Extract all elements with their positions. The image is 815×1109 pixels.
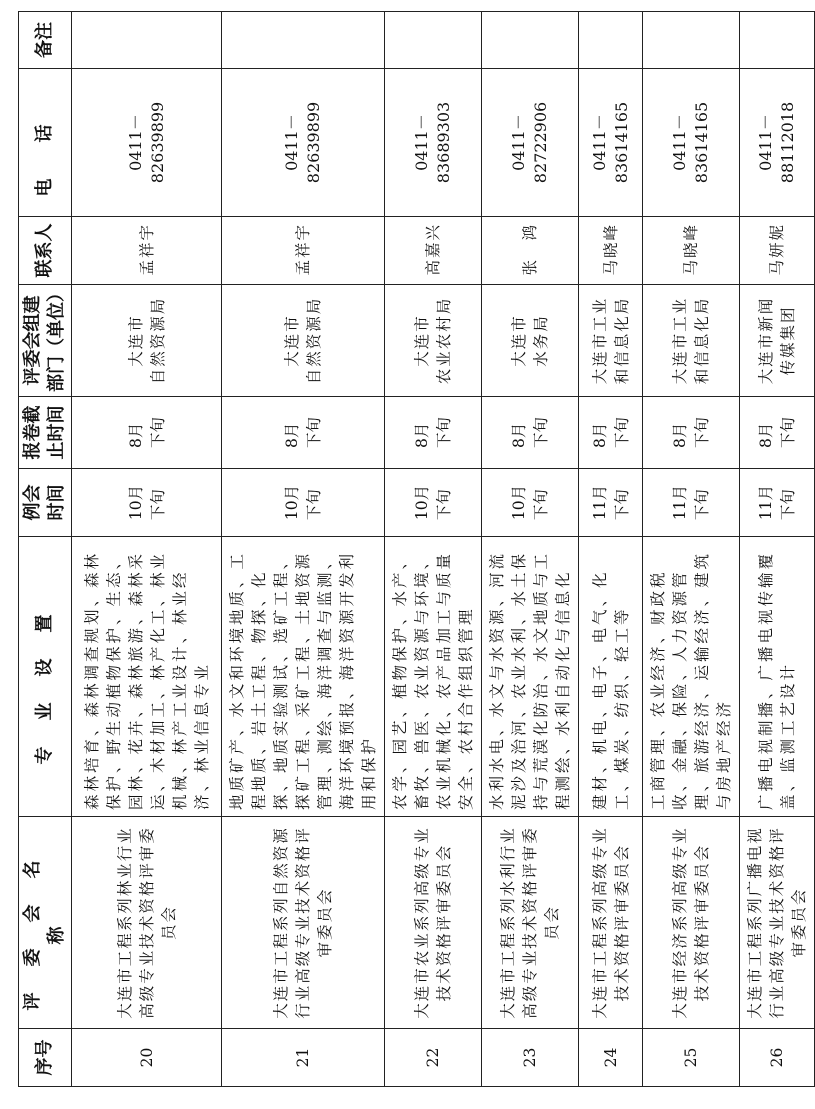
row-contact: 张 鸿 (482, 217, 579, 285)
row-seq: 24 (579, 1029, 643, 1087)
row-contact: 马妍妮 (740, 217, 815, 285)
row-seq: 22 (385, 1029, 482, 1087)
row-specialties: 地质矿产、水文和环境地质、工程地质、岩土工程、物探、化探、地质实验测试、选矿工程、探矿工程、采矿工程、土地资源管理、测绘、海洋调查与监测、海洋环境预报、海洋资源开发利用和保护 (222, 537, 385, 817)
header-committee-name: 评委会名称 (19, 817, 72, 1029)
header-specialties: 专业设置 (19, 537, 72, 817)
row-meeting-time: 10月 下旬 (72, 469, 222, 537)
row-remarks (740, 12, 815, 69)
header-phone: 电话 (19, 69, 72, 217)
row-deadline: 8月 下旬 (643, 397, 740, 469)
row-specialties: 水利水电、水文与水资源、河流泥沙及治河、农业水利、水土保持与荒漠化防治、水文地质与工程测绘、水利自动化与信息化 (482, 537, 579, 817)
header-row (19, 12, 72, 1087)
row-committee-name: 大连市工程系列自然资源行业高级专业技术资格评审委员会 (222, 817, 385, 1029)
row-organizing-dept: 大连市工业 和信息化局 (643, 285, 740, 397)
row-contact: 孟祥宇 (222, 217, 385, 285)
row-meeting-time: 11月 下旬 (740, 469, 815, 537)
row-remarks (72, 12, 222, 69)
row-specialties: 工商管理、农业经济、财政税收、金融、保险、人力资源管理、旅游经济、运输经济、建筑与房地产经济 (643, 537, 740, 817)
row-organizing-dept: 大连市 自然资源局 (222, 285, 385, 397)
row-committee-name: 大连市工程系列水利行业高级专业技术资格评审委员会 (482, 817, 579, 1029)
row-deadline: 8月 下旬 (740, 397, 815, 469)
row-remarks (579, 12, 643, 69)
row-meeting-time: 10月 下旬 (222, 469, 385, 537)
header-meeting-time: 例会 时间 (19, 469, 72, 537)
row-specialties: 建材、机电、电子、电气、化工、煤炭、纺织、轻工等 (579, 537, 643, 817)
row-seq: 20 (72, 1029, 222, 1087)
table-row (579, 12, 643, 1087)
row-committee-name: 大连市工程系列高级专业技术资格评审委员会 (579, 817, 643, 1029)
row-specialties: 森林培育、森林调查规划、森林保护、野生动植物保护、生态、园林、花卉、森林旅游、森林采运、木材加工、林产化工、林业机械、林产工业设计、林业经济、林业信息专业 (72, 537, 222, 817)
table-row (385, 12, 482, 1087)
table-row (740, 12, 815, 1087)
row-deadline: 8月 下旬 (72, 397, 222, 469)
row-committee-name: 大连市工程系列林业行业高级专业技术资格评审委员会 (72, 817, 222, 1029)
row-phone: 0411－83614165 (579, 69, 643, 217)
row-seq: 25 (643, 1029, 740, 1087)
row-contact: 马晓峰 (579, 217, 643, 285)
row-deadline: 8月 下旬 (385, 397, 482, 469)
row-seq: 26 (740, 1029, 815, 1087)
row-organizing-dept: 大连市新闻 传媒集团 (740, 285, 815, 397)
header-remarks: 备注 (19, 12, 72, 69)
row-meeting-time: 11月 下旬 (643, 469, 740, 537)
row-deadline: 8月 下旬 (482, 397, 579, 469)
row-phone: 0411－83614165 (643, 69, 740, 217)
row-remarks (482, 12, 579, 69)
row-contact: 高嘉兴 (385, 217, 482, 285)
row-specialties: 农学、园艺、植物保护、水产、畜牧、兽医、农业资源与环境、农业机械化、农产品加工与质量安全、农村合作组织管理 (385, 537, 482, 817)
header-organizing-dept: 评委会组建 部门（单位） (19, 285, 72, 397)
row-contact: 孟祥宇 (72, 217, 222, 285)
row-remarks (385, 12, 482, 69)
row-deadline: 8月 下旬 (222, 397, 385, 469)
row-remarks (643, 12, 740, 69)
row-phone: 0411－83689303 (385, 69, 482, 217)
row-phone: 0411－88112018 (740, 69, 815, 217)
row-remarks (222, 12, 385, 69)
row-seq: 21 (222, 1029, 385, 1087)
row-phone: 0411－82639899 (222, 69, 385, 217)
header-contact: 联系人 (19, 217, 72, 285)
row-committee-name: 大连市农业系列高级专业技术资格评审委员会 (385, 817, 482, 1029)
row-organizing-dept: 大连市 农业农村局 (385, 285, 482, 397)
review-committee-table (18, 11, 815, 1087)
row-contact: 马晓峰 (643, 217, 740, 285)
table-row (482, 12, 579, 1087)
row-specialties: 广播电视制播、广播电视传输覆盖、监测工艺设计 (740, 537, 815, 817)
table-row (643, 12, 740, 1087)
row-committee-name: 大连市工程系列广播电视行业高级专业技术资格评审委员会 (740, 817, 815, 1029)
table-row (222, 12, 385, 1087)
row-committee-name: 大连市经济系列高级专业技术资格评审委员会 (643, 817, 740, 1029)
table-row (72, 12, 222, 1087)
row-meeting-time: 10月 下旬 (385, 469, 482, 537)
row-phone: 0411－82639899 (72, 69, 222, 217)
row-organizing-dept: 大连市工业 和信息化局 (579, 285, 643, 397)
row-organizing-dept: 大连市 自然资源局 (72, 285, 222, 397)
header-deadline: 报卷截 止时间 (19, 397, 72, 469)
row-meeting-time: 10月 下旬 (482, 469, 579, 537)
row-deadline: 8月 下旬 (579, 397, 643, 469)
row-meeting-time: 11月 下旬 (579, 469, 643, 537)
row-phone: 0411－82722906 (482, 69, 579, 217)
row-organizing-dept: 大连市 水务局 (482, 285, 579, 397)
row-seq: 23 (482, 1029, 579, 1087)
header-seq: 序号 (19, 1029, 72, 1087)
